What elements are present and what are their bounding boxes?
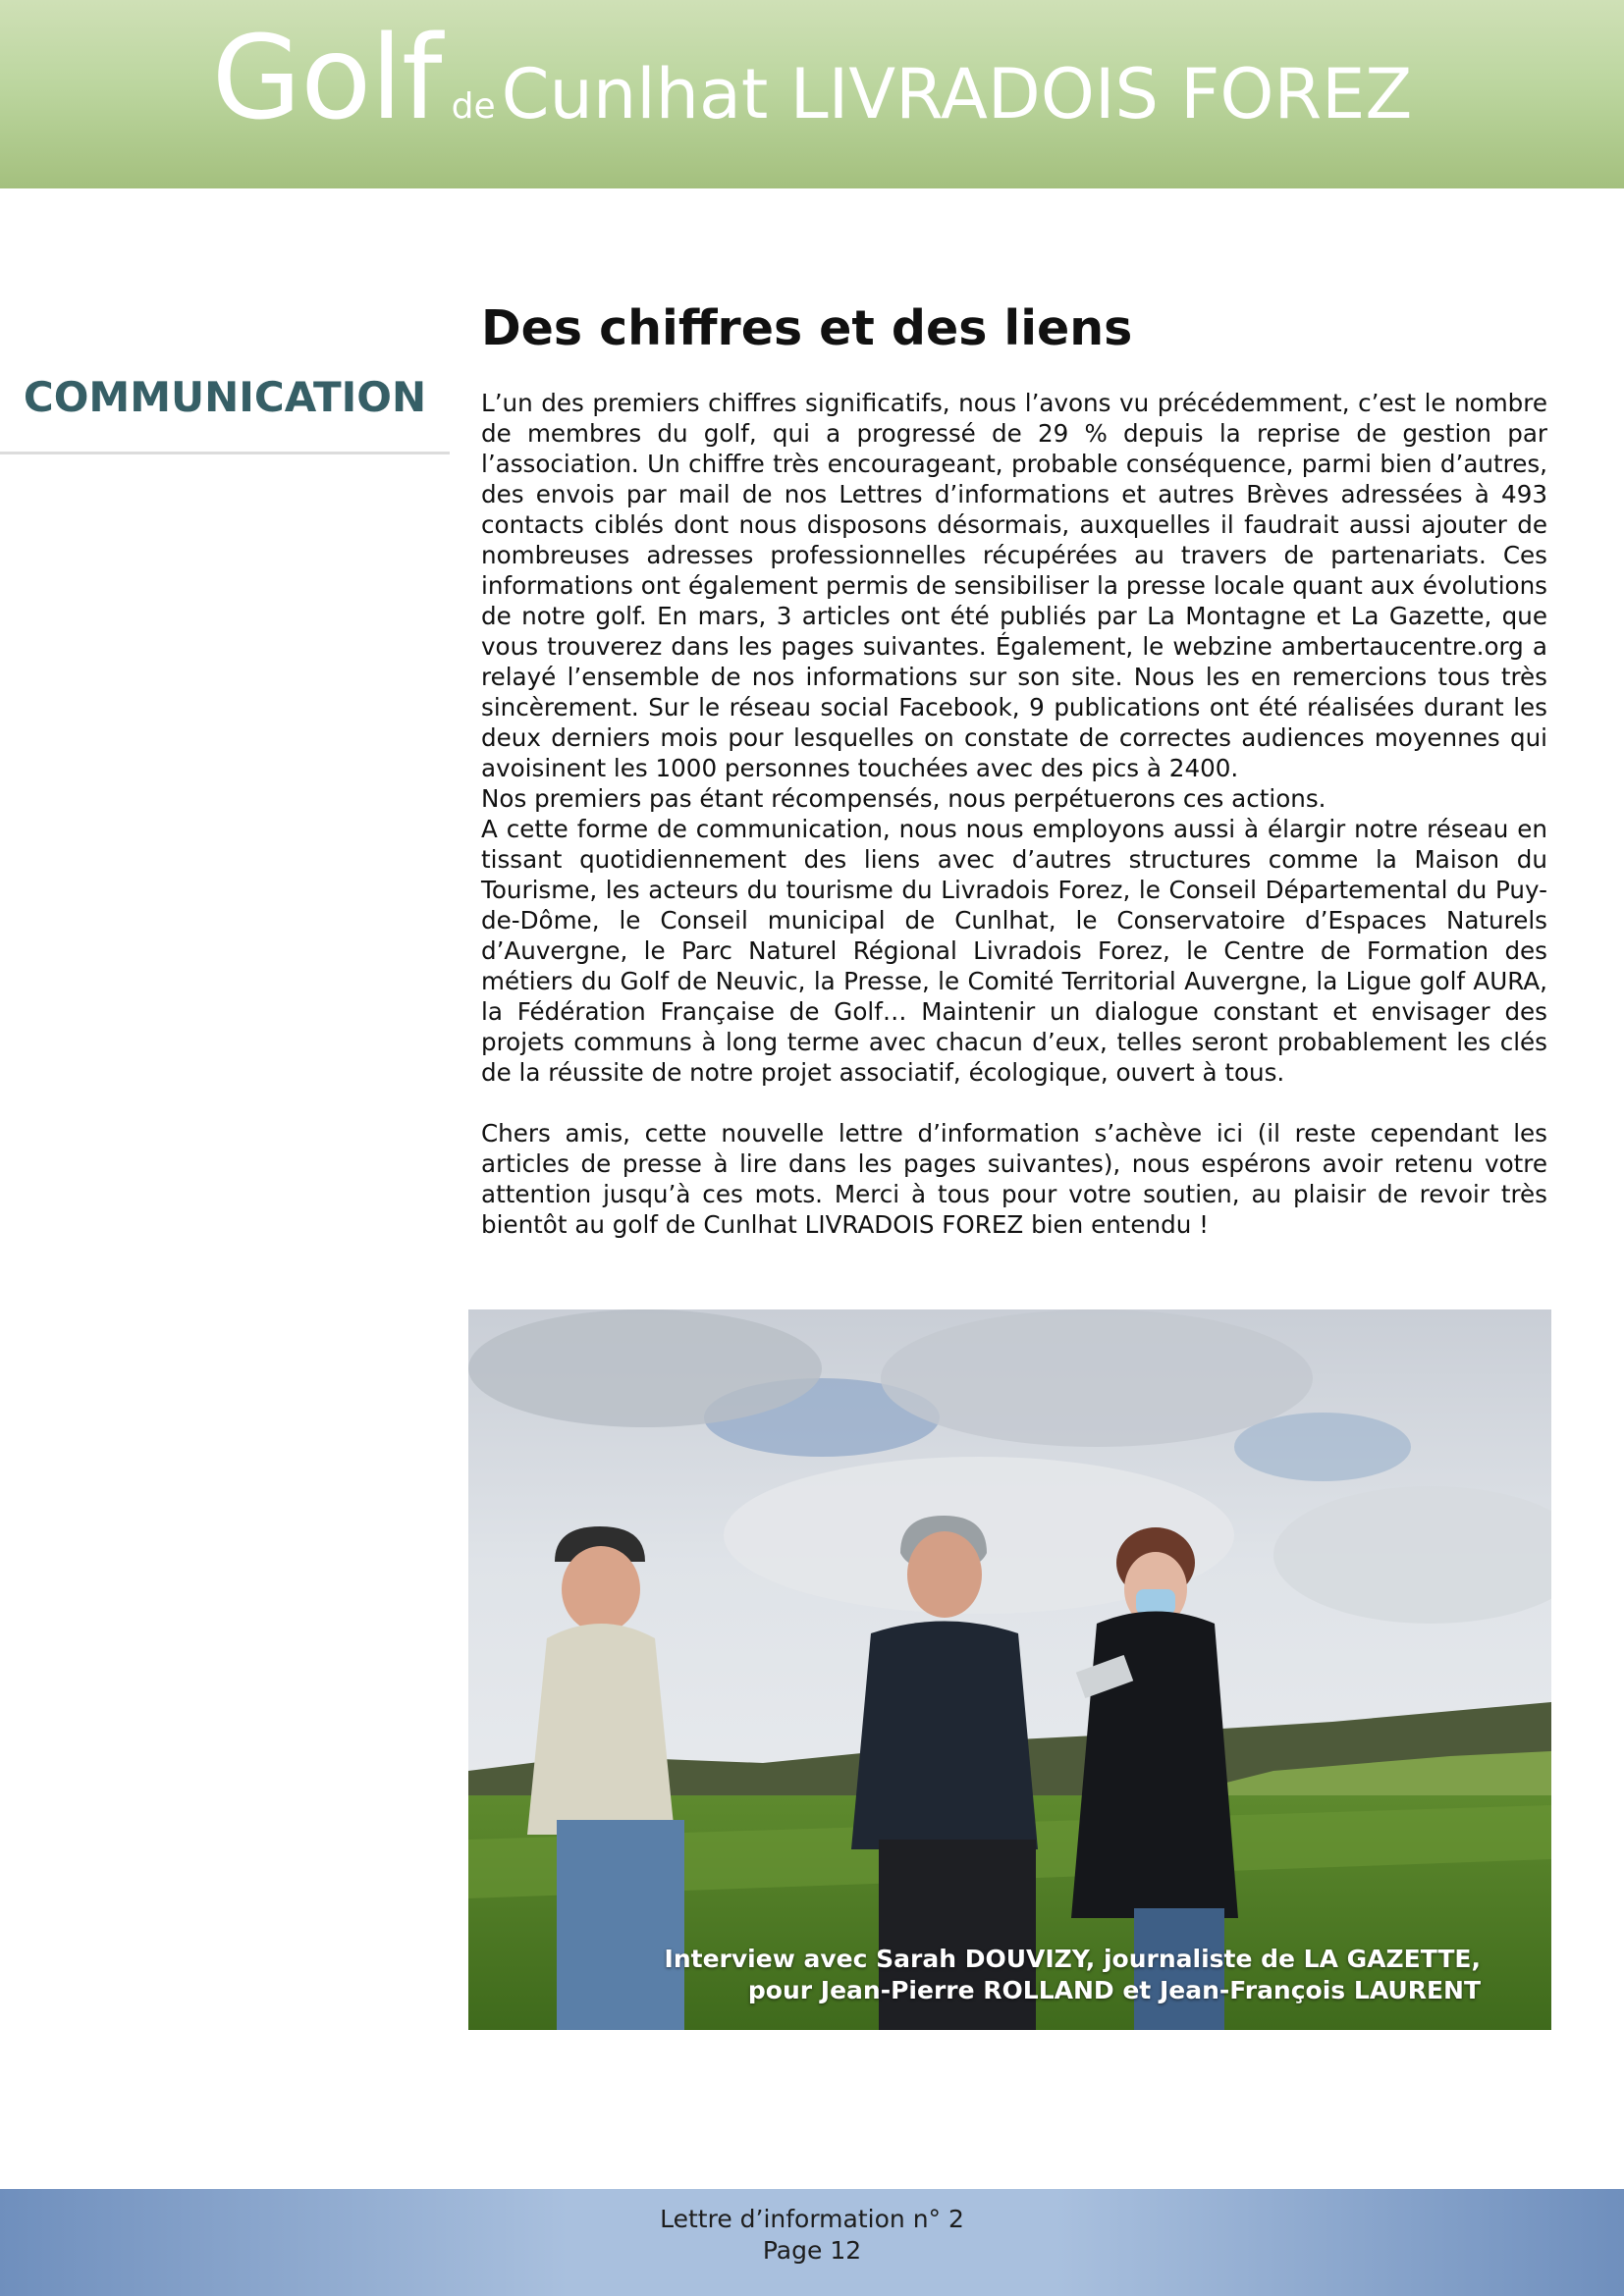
footer-text [0, 2204, 1624, 2267]
header-club-name: Cunlhat LIVRADOIS FOREZ [501, 54, 1413, 134]
header-de: de [451, 86, 496, 127]
section-divider [0, 452, 450, 454]
article-paragraph: L’un des premiers chiffres significatifs, nous l’avons vu précédemment, c’est le nombre de membres du golf, qui a progressé de 29 % depuis la reprise de gestion par l’association. Un chiffre très encourageant, probable conséquence, parmi bien d’autres, des envois par mail de nos Lettres d’informations et autres Brèves adressées à 493 contacts ciblés dont nous disposons désormais, auxquelles il faudrait aussi ajouter de nombreuses adresses professionnelles récupérées au travers de partenariats. Ces informations ont également permis de sensibiliser la presse locale quant aux évolutions de notre golf. En mars, 3 articles ont été publiés par La Montagne et La Gazette, que vous trouverez dans les pages suivantes. Également, le webzine ambertaucentre.org a relayé l’ensemble de nos informations sur son site. Nous les en remercions tous très sincèrement. Sur le réseau social Facebook, 9 publications ont été réalisées durant les deux derniers mois pour lesquelles on constate de correctes audiences moyennes qui avoisinent les 1000 personnes touchées avec des pics à 2400. [481, 389, 1547, 782]
header-golf: Golf [211, 10, 442, 145]
section-label: COMMUNICATION [23, 373, 427, 421]
article-title: Des chiffres et des liens [481, 300, 1133, 356]
page-header-banner [0, 0, 1624, 188]
article-paragraph: Chers amis, cette nouvelle lettre d’information s’achève ici (il reste cependant les articles de presse à lire dans les pages suivantes), nous espérons avoir retenu votre attention jusqu’à ces mots. Merci à tous pour votre soutien, au plaisir de revoir très bientôt au golf de Cunlhat LIVRADOIS FOREZ bien entendu ! [481, 1119, 1547, 1239]
article-paragraph: A cette forme de communication, nous nous employons aussi à élargir notre réseau en tissant quotidiennement des liens avec d’autres structures comme la Maison du Tourisme, les acteurs du tourisme du Livradois Forez, le Conseil Départemental du Puy-de-Dôme, le Conseil municipal de Cunlhat, le Conservatoire d’Espaces Naturels d’Auvergne, le Parc Naturel Régional Livradois Forez, le Centre de Formation des métiers du Golf de Neuvic, la Presse, le Comité Territorial Auvergne, la Ligue golf AURA, la Fédération Française de Golf… Maintenir un dialogue constant et envisager des projets communs à long terme avec chacun d’eux, telles seront probablement les clés de la réussite de notre projet associatif, écologique, ouvert à tous. [481, 815, 1547, 1087]
interview-photo [468, 1309, 1551, 2030]
article-paragraph: Nos premiers pas étant récompensés, nous perpétuerons ces actions. [481, 784, 1326, 813]
page-number: Page 12 [762, 2236, 862, 2265]
header-title [0, 10, 1624, 145]
page-footer [0, 2189, 1624, 2296]
caption-line: Interview avec Sarah DOUVIZY, journaliste de LA GAZETTE, [664, 1945, 1481, 1973]
newsletter-issue: Lettre d’information n° 2 [660, 2205, 964, 2233]
photo-caption [665, 1944, 1481, 2006]
article-body [481, 388, 1547, 1240]
caption-line: pour Jean-Pierre ROLLAND et Jean-François LAURENT [747, 1976, 1481, 2004]
